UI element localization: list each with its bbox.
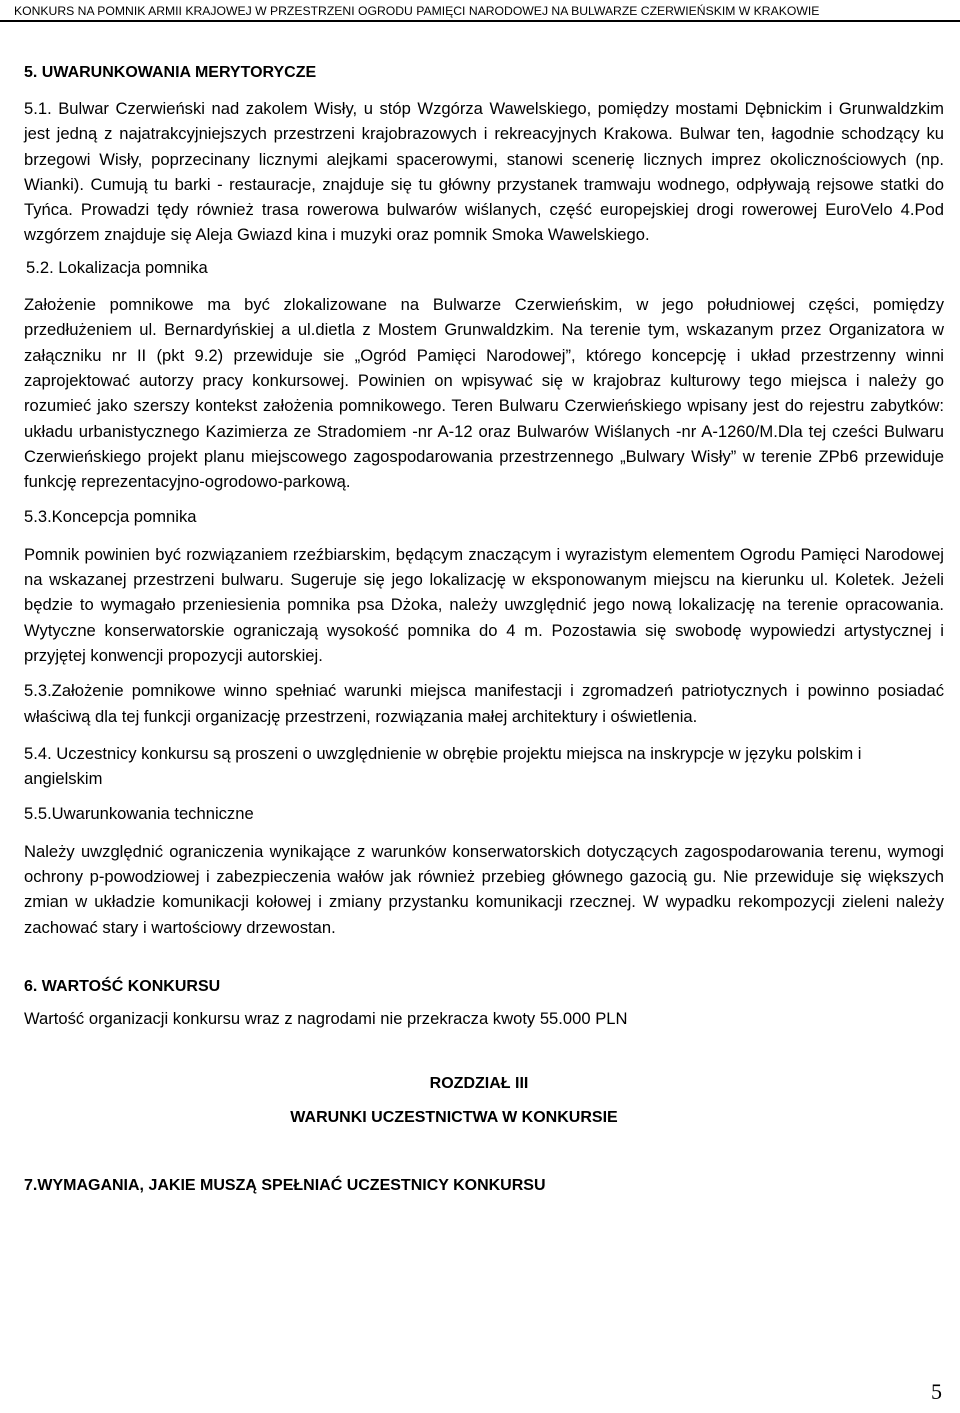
section-5-2-text: Założenie pomnikowe ma być zlokalizowane na Bulwarze Czerwieńskim, w jego południowej części, pomiędzy przedłużeniem ul. Bernardyńskiej a ul.dietla z Mostem Grunwaldzkim. Na terenie tym, wskazanym przez Organizatora w załączniku nr II (pkt 9.2) przewiduje sie „Ogród Pamięci Narodowej”, którego koncepcję i układ przestrzenny winni zaprojektować autorzy pracy konkursowej. Powinien on wpisywać się w krajobraz kulturowy tego miejsca i należy go rozumieć jako szerszy kontekst założenia pomnikowego. Teren Bulwaru Czerwieńskiego wpisany jest do rejestru zabytków: układu urbanistycznego Kazimierza ze Stradomiem -nr A-12 oraz Bulwarów Wiślanych -nr A-1260/M.Dla tej cześci Bulwaru Czerwieńskiego projekt planu miejscowego zagospodarowania przestrzennego „Bulwary Wisły” w terenie ZPb6 przewiduje funkcję reprezentacyjno-ogrodowo-parkową. <box>24 295 944 492</box>
section-5-5-text: Należy uwzględnić ograniczenia wynikające z warunków konserwatorskich dotyczących zagospodarowania terenu, wymogi ochrony p-powodziowej i zabezpieczenia wałów jak również przebieg głównego gazocią gu. Nie przewiduje się większych zmian w układzie komunikacji kołowej i zmiany przystanku komunikacji rzecznej. W wypadku rekompozycji zieleni należy zachować stary i wartościowy drzewostan. <box>24 841 944 937</box>
page-number: 5 <box>931 1379 942 1404</box>
section-5-2-title: 5.2. Lokalizacja pomnika <box>26 257 208 277</box>
section-5-title: 5. UWARUNKOWANIA MERYTORYCZE <box>24 64 317 81</box>
section-5-4-text: 5.4. Uczestnicy konkursu są proszeni o uwzględnienie w obrębie projektu miejsca na inskrypcje w języku polskim i angielskim <box>24 743 862 789</box>
document-body <box>24 60 944 1199</box>
chapter-title: WARUNKI UCZESTNICTWA W KONKURSIE <box>290 1109 618 1127</box>
chapter-label: ROZDZIAŁ III <box>429 1075 529 1093</box>
section-7-title: 7.WYMAGANIA, JAKIE MUSZĄ SPEŁNIAĆ UCZESTNICY KONKURSU <box>24 1177 546 1195</box>
document-header <box>0 0 960 22</box>
section-5-3b-text: 5.3.Założenie pomnikowe winno spełniać warunki miejsca manifestacji i zgromadzeń patriotycznych i powinno posiadać właściwą dla tej funkcji organizację przestrzeni, rozwiązania małej architektury i oświetlenia. <box>24 681 944 726</box>
section-6-title: 6. WARTOŚĆ KONKURSU <box>24 977 221 995</box>
section-6-text: Wartość organizacji konkursu wraz z nagrodami nie przekracza kwoty 55.000 PLN <box>24 1008 628 1028</box>
section-5-3-title: 5.3.Koncepcja pomnika <box>24 507 197 527</box>
section-5-3-text: Pomnik powinien być rozwiązaniem rzeźbiarskim, będącym znaczącym i wyrazistym elementem Ogrodu Pamięci Narodowej na wskazanej przestrzeni bulwaru. Sugeruje się jego lokalizację w eksponowanym miejscu na kierunku ul. Koletek. Jeżeli będzie to wymagało przeniesienia pomnika psa Dżoka, należy uwzględnić jego nową lokalizację na terenie opracowania. Wytyczne konserwatorskie ograniczają wysokość pomnika do 4 m. Pozostawia się swobodę wypowiedzi artystycznej i przyjętej konwencji propozycji autorskiej. <box>24 544 944 665</box>
header-title: KONKURS NA POMNIK ARMII KRAJOWEJ W PRZESTRZENI OGRODU PAMIĘCI NARODOWEJ NA BULWARZE CZERWIEŃSKIM W KRAKOWIE <box>14 4 820 18</box>
section-5-5-title: 5.5.Uwarunkowania techniczne <box>24 804 254 824</box>
section-5-1-text: 5.1. Bulwar Czerwieński nad zakolem Wisły, u stóp Wzgórza Wawelskiego, pomiędzy mostami Dębnickim i Grunwaldzkim jest jedną z najatrakcyjniejszych przestrzeni krajobrazowych i rekreacyjnych Krakowa. Bulwar ten, łagodnie schodzący ku brzegowi Wisły, poprzecinany licznymi alejkami spacerowymi, stanowi scenerię licznych imprez okolicznościowych (np. Wianki). Cumują tu barki - restauracje, znajduje się tu główny przystanek tramwaju wodnego, odpływają rejsowe statki do Tyńca. Prowadzi tędy również trasa rowerowa bulwarów wiślanych, część europejskiej drogi rowerowej EuroVelo 4.Pod wzgórzem znajduje się Aleja Gwiazd kina i muzyki oraz pomnik Smoka Wawelskiego. <box>24 99 944 245</box>
